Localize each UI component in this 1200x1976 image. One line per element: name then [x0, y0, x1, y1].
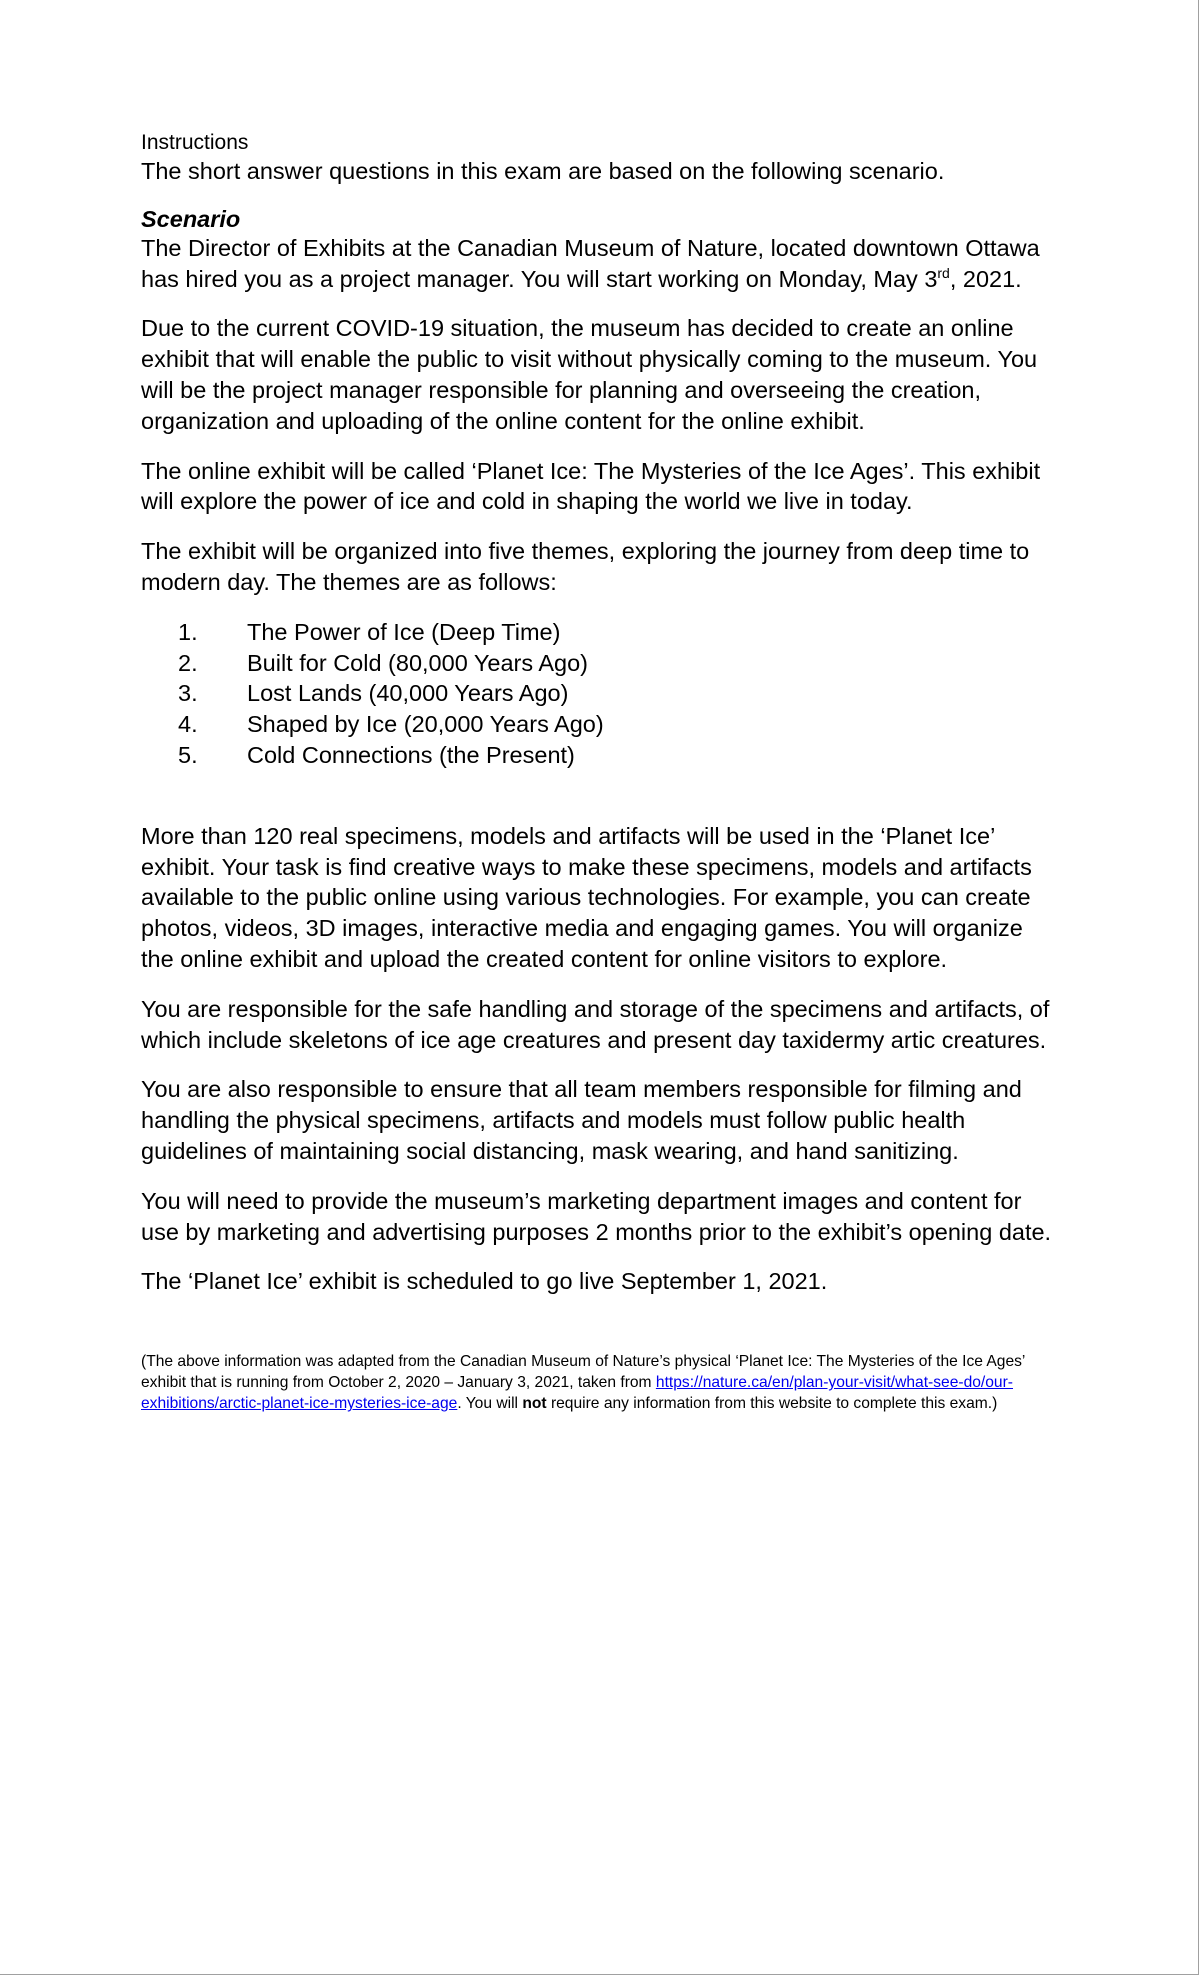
themes-list	[141, 617, 1061, 771]
list-spacer	[141, 771, 1061, 821]
paragraph-handling: You are responsible for the safe handling and storage of the specimens and artifacts, of which include skeletons of ice age creatures and present day taxidermy artic creatures.	[141, 995, 1050, 1053]
theme-item	[141, 617, 1061, 648]
paragraph-director-text: The Director of Exhibits at the Canadian Museum of Nature, located downtown Ottawa has hired you as a project manager. You will start working on Monday, May 3	[141, 234, 1040, 292]
paragraph-director	[141, 233, 1061, 295]
theme-text: Built for Cold (80,000 Years Ago)	[247, 649, 588, 676]
theme-number: 5.	[178, 741, 198, 768]
paragraph-health-guidelines: You are also responsible to ensure that all team members responsible for filming and handling the physical specimens, artifacts and models must follow public health guidelines of maintaining social distancing, mask wearing, and hand sanitizing.	[141, 1076, 1022, 1164]
theme-text: The Power of Ice (Deep Time)	[247, 618, 561, 645]
paragraph-exhibit-name: The online exhibit will be called ‘Planet Ice: The Mysteries of the Ice Ages’. This exhibit will explore the power of ice and cold in shaping the world we live in today.	[141, 457, 1041, 515]
theme-number: 3.	[178, 680, 198, 707]
theme-item	[141, 709, 1061, 740]
theme-text: Lost Lands (40,000 Years Ago)	[247, 680, 569, 707]
document-content	[141, 130, 1061, 1414]
theme-text: Shaped by Ice (20,000 Years Ago)	[247, 711, 604, 738]
footnote-text: (The above information was adapted from the Canadian Museum of Nature’s physical ‘Planet Ice: The Mysteries of the Ice Ages’ exhibit that is running from October 2, 2020 – January 3, 2021, taken from	[141, 1353, 1025, 1392]
paragraph-marketing: You will need to provide the museum’s marketing department images and content for use by marketing and advertising purposes 2 months prior to the exhibit’s opening date.	[141, 1187, 1052, 1245]
footnote-emphasis: not	[522, 1395, 547, 1413]
theme-text: Cold Connections (the Present)	[247, 741, 575, 768]
theme-item	[141, 740, 1061, 771]
paragraph-director-year: , 2021.	[949, 265, 1022, 292]
theme-item	[141, 648, 1061, 679]
footnote-text: . You will	[457, 1395, 523, 1413]
ordinal-suffix: rd	[937, 264, 950, 281]
theme-number: 2.	[178, 649, 198, 676]
scenario-heading: Scenario	[141, 205, 241, 232]
paragraph-go-live: The ‘Planet Ice’ exhibit is scheduled to go live September 1, 2021.	[141, 1268, 828, 1295]
theme-number: 4.	[178, 711, 198, 738]
footnote-text: require any information from this website to complete this exam.)	[546, 1395, 998, 1413]
paragraph-specimens: More than 120 real specimens, models and artifacts will be used in the ‘Planet Ice’ exhibit. Your task is find creative ways to make these specimens, models and artifacts available to the public online using various technologies. For example, you can create photos, videos, 3D images, interactive media and engaging games. You will organize the online exhibit and upload the created content for online visitors to explore.	[141, 822, 1032, 972]
source-link[interactable]: https://nature.ca/en/plan-your-visit/what-see-do/our-exhibitions/arctic-planet-ice-mysteries-ice-age	[141, 1374, 1013, 1413]
theme-number: 1.	[178, 618, 198, 645]
paragraph-themes-intro: The exhibit will be organized into five themes, exploring the journey from deep time to modern day. The themes are as follows:	[141, 538, 1030, 595]
theme-item	[141, 678, 1061, 709]
intro-paragraph: The short answer questions in this exam are based on the following scenario.	[141, 158, 945, 184]
instructions-label: Instructions	[141, 131, 249, 154]
source-footnote	[141, 1351, 1061, 1414]
paragraph-covid: Due to the current COVID-19 situation, the museum has decided to create an online exhibit that will enable the public to visit without physically coming to the museum. You will be the project manager responsible for planning and overseeing the creation, organization and uploading of the online content for the online exhibit.	[141, 315, 1038, 434]
